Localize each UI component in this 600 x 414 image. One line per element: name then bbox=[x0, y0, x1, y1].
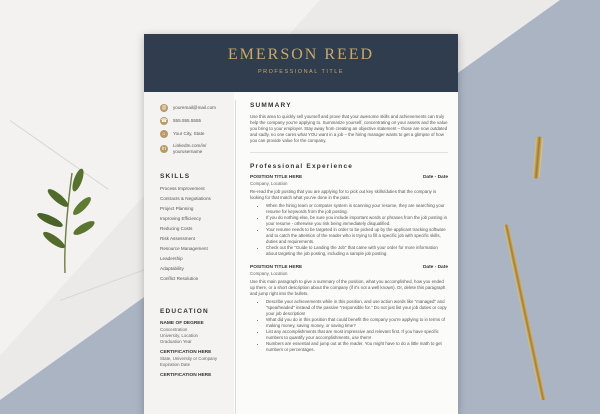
contact-location: ⌂ Your City, State bbox=[160, 130, 234, 138]
certification-label: CERTIFICATION HERE bbox=[160, 373, 212, 378]
certification-issuer: State, University or Company bbox=[160, 356, 218, 361]
job-header bbox=[250, 265, 448, 270]
job-title: POSITION TITLE HERE bbox=[250, 265, 303, 270]
job-bullets bbox=[266, 203, 448, 257]
professional-title: PROFESSIONAL TITLE bbox=[258, 69, 344, 75]
resume-page bbox=[144, 34, 458, 414]
skill-item: Improving Efficiency bbox=[160, 216, 202, 221]
phone-icon: ☎ bbox=[160, 118, 168, 124]
job-date: Date - Date bbox=[422, 265, 448, 270]
right-column bbox=[238, 92, 458, 414]
job-bullet: • If you do nothing else, be sure you include important words or phrases from the job posting in your resume - otherwise you risk being immediately disqualified. bbox=[266, 215, 448, 227]
resume-header bbox=[144, 34, 458, 92]
job-header bbox=[250, 175, 448, 180]
home-icon: ⌂ bbox=[160, 130, 168, 138]
certification-label: CERTIFICATION HERE bbox=[160, 350, 212, 355]
job-bullet: • Numbers are essential and jump out at the reader. You might have to do a little math to get numbers or percentages. bbox=[266, 341, 448, 353]
left-column bbox=[144, 92, 234, 414]
job-bullet: • When the hiring team or computer system is scanning your resume, they are searching your resume for keywords from the job posting. bbox=[266, 203, 448, 215]
contact-linkedin: in LinkedIn.com/in/ yourusername bbox=[160, 143, 234, 154]
job-intro: Use this main paragraph to give a summary of the position, what you accomplished, how you ended up there, or a short description about the company (if it's not a well known). Or, delete this paragraph and jump right into the bullets. bbox=[250, 279, 446, 296]
section-divider bbox=[250, 152, 448, 153]
resume-name: EMERSON REED bbox=[227, 46, 375, 63]
email-icon: @ bbox=[161, 105, 167, 111]
contact-email: @ youremail@mail.com bbox=[161, 105, 216, 111]
skills-title: SKILLS bbox=[160, 173, 191, 180]
degree-year: Graduation Year bbox=[160, 339, 192, 344]
experience-title: Professional Experience bbox=[250, 163, 354, 170]
job-bullet: • What did you do in this position that could benefit the company you're applying to in terms of making money, saving money, or saving time? bbox=[266, 317, 448, 329]
job-bullet: • Describe your achievements while in this position, and use action words like "managed" and "spearheaded" instead of the passive "responsible for." Do not just list your job duties or copy your job description! bbox=[266, 299, 448, 317]
job-bullets bbox=[266, 299, 448, 353]
job-date: Date - Date bbox=[422, 175, 448, 180]
degree-concentration: Concentration bbox=[160, 327, 188, 332]
skill-item: Project Planning bbox=[160, 206, 194, 211]
job-company: Company, Location bbox=[250, 181, 288, 186]
linkedin-icon: in bbox=[160, 145, 168, 153]
skill-item: Adaptability bbox=[160, 266, 184, 271]
skill-item: Process Improvement bbox=[160, 186, 205, 191]
job-company: Company, Location bbox=[250, 271, 288, 276]
skill-item: Leadership bbox=[160, 256, 183, 261]
skill-item: Risk Assessment bbox=[160, 236, 195, 241]
job-intro: Re-read the job posting that you are applying for to pick out key skills/duties that the company is looking for that match what you've done in the past. bbox=[250, 189, 437, 200]
skill-item: Contracts & Negotiations bbox=[160, 196, 211, 201]
degree-label: NAME OF DEGREE bbox=[160, 321, 204, 326]
education-title: EDUCATION bbox=[160, 308, 209, 315]
contact-phone: ☎ 555.555.5555 bbox=[160, 118, 202, 124]
summary-title: SUMMARY bbox=[250, 102, 292, 109]
job-bullet: • Check out the "Guide to Landing the Job" that came with your order for more information about targeting the job posting, including a sample job posting. bbox=[266, 245, 448, 257]
skill-item: Resource Management bbox=[160, 246, 208, 251]
olive-branch-icon bbox=[20, 168, 110, 278]
degree-university: University, Location bbox=[160, 333, 198, 338]
job-title: POSITION TITLE HERE bbox=[250, 175, 303, 180]
skill-item: Reducing Costs bbox=[160, 226, 193, 231]
column-divider bbox=[235, 100, 236, 414]
certification-expiration: Expiration Date bbox=[160, 362, 191, 367]
job-bullet: • List any accomplishments that are most impressive and relevant first. If you have specific numbers to quantify your accomplishments, use them! bbox=[266, 329, 448, 341]
summary-text: Use this area to quickly sell yourself and prove that your awesome skills and achievements can truly help the company you're applying to. Summarize yourself, concentrating on your assets and the value you bring to your employer. Stay away from creating an objective statement – those are now outdated and sadly, no one cares what YOU want in a job – the hiring manager wants to get a glimpse of how you can provide value for the company. bbox=[250, 114, 448, 143]
skill-item: Conflict Resolution bbox=[160, 276, 199, 281]
job-bullet: • Your resume needs to be targeted in order to be picked up by the applicant tracking software and to catch the attention of the reader who is trying to fill a specific job with specific skills, duties and requirements. bbox=[266, 227, 448, 245]
